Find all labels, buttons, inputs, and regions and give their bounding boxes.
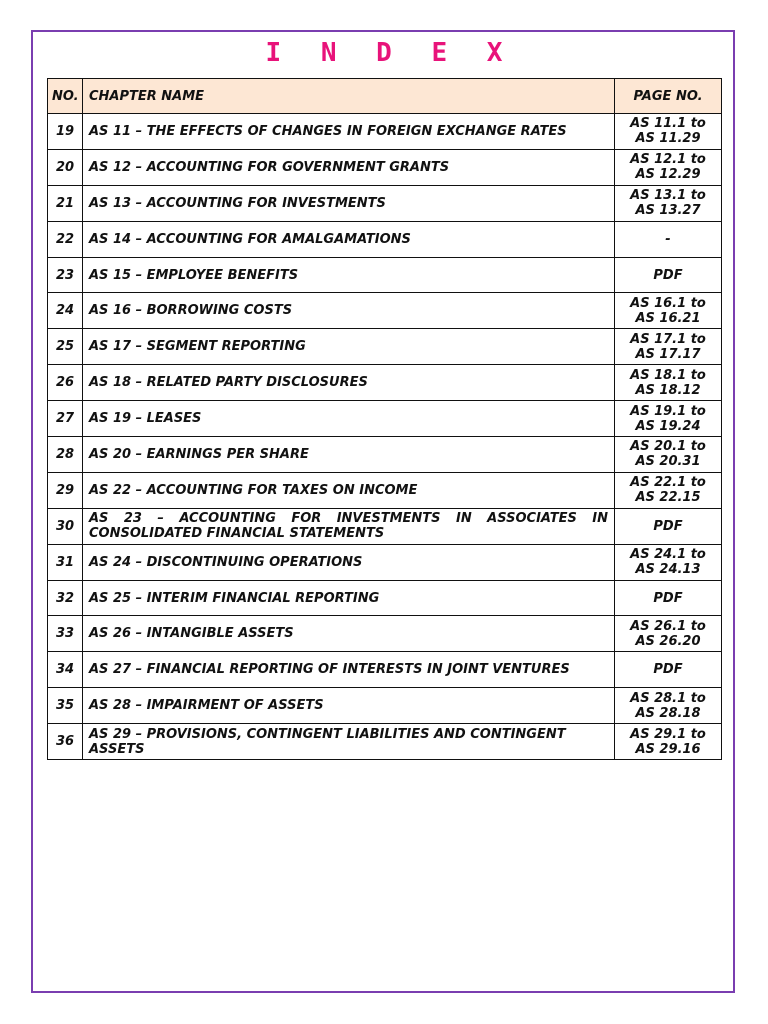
table-row bbox=[48, 149, 722, 185]
row-number: 30 bbox=[48, 508, 83, 544]
chapter-name: AS 27 – FINANCIAL REPORTING OF INTERESTS IN JOINT VENTURES bbox=[83, 652, 615, 688]
table-row bbox=[48, 472, 722, 508]
page-range: AS 11.1 to AS 11.29 bbox=[615, 114, 722, 150]
chapter-name: AS 29 – PROVISIONS, CONTINGENT LIABILITIES AND CONTINGENT ASSETS bbox=[83, 724, 615, 760]
page-range: AS 18.1 to AS 18.12 bbox=[615, 365, 722, 401]
page-range: AS 17.1 to AS 17.17 bbox=[615, 329, 722, 365]
chapter-name: AS 11 – THE EFFECTS OF CHANGES IN FOREIGN EXCHANGE RATES bbox=[83, 114, 615, 150]
chapter-name: AS 13 – ACCOUNTING FOR INVESTMENTS bbox=[83, 185, 615, 221]
row-number: 36 bbox=[48, 724, 83, 760]
table-row bbox=[48, 257, 722, 293]
index-table bbox=[47, 78, 722, 760]
chapter-name: AS 22 – ACCOUNTING FOR TAXES ON INCOME bbox=[83, 472, 615, 508]
page-range: AS 12.1 to AS 12.29 bbox=[615, 149, 722, 185]
row-number: 33 bbox=[48, 616, 83, 652]
chapter-name: AS 23 – ACCOUNTING FOR INVESTMENTS IN ASSOCIATES IN CONSOLIDATED FINANCIAL STATEMENTS bbox=[83, 508, 615, 544]
row-number: 20 bbox=[48, 149, 83, 185]
row-number: 35 bbox=[48, 688, 83, 724]
page-range: PDF bbox=[615, 580, 722, 616]
row-number: 31 bbox=[48, 544, 83, 580]
page-range: AS 19.1 to AS 19.24 bbox=[615, 401, 722, 437]
table-row bbox=[48, 401, 722, 437]
page-range: AS 20.1 to AS 20.31 bbox=[615, 437, 722, 473]
page-range: PDF bbox=[615, 257, 722, 293]
chapter-name: AS 26 – INTANGIBLE ASSETS bbox=[83, 616, 615, 652]
table-row bbox=[48, 293, 722, 329]
page-range: AS 28.1 to AS 28.18 bbox=[615, 688, 722, 724]
table-row bbox=[48, 365, 722, 401]
row-number: 34 bbox=[48, 652, 83, 688]
row-number: 19 bbox=[48, 114, 83, 150]
chapter-name: AS 14 – ACCOUNTING FOR AMALGAMATIONS bbox=[83, 221, 615, 257]
chapter-name: AS 17 – SEGMENT REPORTING bbox=[83, 329, 615, 365]
chapter-name: AS 28 – IMPAIRMENT OF ASSETS bbox=[83, 688, 615, 724]
page-range: AS 24.1 to AS 24.13 bbox=[615, 544, 722, 580]
table-row bbox=[48, 580, 722, 616]
table-row bbox=[48, 114, 722, 150]
chapter-name: AS 12 – ACCOUNTING FOR GOVERNMENT GRANTS bbox=[83, 149, 615, 185]
header-chapter-name: CHAPTER NAME bbox=[83, 79, 615, 114]
row-number: 28 bbox=[48, 437, 83, 473]
row-number: 26 bbox=[48, 365, 83, 401]
row-number: 27 bbox=[48, 401, 83, 437]
chapter-name: AS 25 – INTERIM FINANCIAL REPORTING bbox=[83, 580, 615, 616]
chapter-name: AS 18 – RELATED PARTY DISCLOSURES bbox=[83, 365, 615, 401]
header-page-no: PAGE NO. bbox=[615, 79, 722, 114]
table-row bbox=[48, 185, 722, 221]
row-number: 24 bbox=[48, 293, 83, 329]
row-number: 22 bbox=[48, 221, 83, 257]
table-row bbox=[48, 616, 722, 652]
table-header-row bbox=[48, 79, 722, 114]
table-row bbox=[48, 724, 722, 760]
table-row bbox=[48, 329, 722, 365]
table-row bbox=[48, 688, 722, 724]
row-number: 32 bbox=[48, 580, 83, 616]
chapter-name: AS 20 – EARNINGS PER SHARE bbox=[83, 437, 615, 473]
chapter-name: AS 16 – BORROWING COSTS bbox=[83, 293, 615, 329]
page-range: PDF bbox=[615, 508, 722, 544]
page-range: AS 22.1 to AS 22.15 bbox=[615, 472, 722, 508]
chapter-name: AS 19 – LEASES bbox=[83, 401, 615, 437]
table-row bbox=[48, 652, 722, 688]
page-range: AS 26.1 to AS 26.20 bbox=[615, 616, 722, 652]
row-number: 25 bbox=[48, 329, 83, 365]
page-range: AS 16.1 to AS 16.21 bbox=[615, 293, 722, 329]
row-number: 23 bbox=[48, 257, 83, 293]
page-range: AS 29.1 to AS 29.16 bbox=[615, 724, 722, 760]
page-range: - bbox=[615, 221, 722, 257]
chapter-name: AS 24 – DISCONTINUING OPERATIONS bbox=[83, 544, 615, 580]
table-row bbox=[48, 437, 722, 473]
row-number: 21 bbox=[48, 185, 83, 221]
chapter-name: AS 15 – EMPLOYEE BENEFITS bbox=[83, 257, 615, 293]
header-no: NO. bbox=[48, 79, 83, 114]
table-row bbox=[48, 508, 722, 544]
page-range: PDF bbox=[615, 652, 722, 688]
table-row bbox=[48, 544, 722, 580]
page-title: I N D E X bbox=[265, 38, 515, 68]
row-number: 29 bbox=[48, 472, 83, 508]
page-range: AS 13.1 to AS 13.27 bbox=[615, 185, 722, 221]
table-row bbox=[48, 221, 722, 257]
